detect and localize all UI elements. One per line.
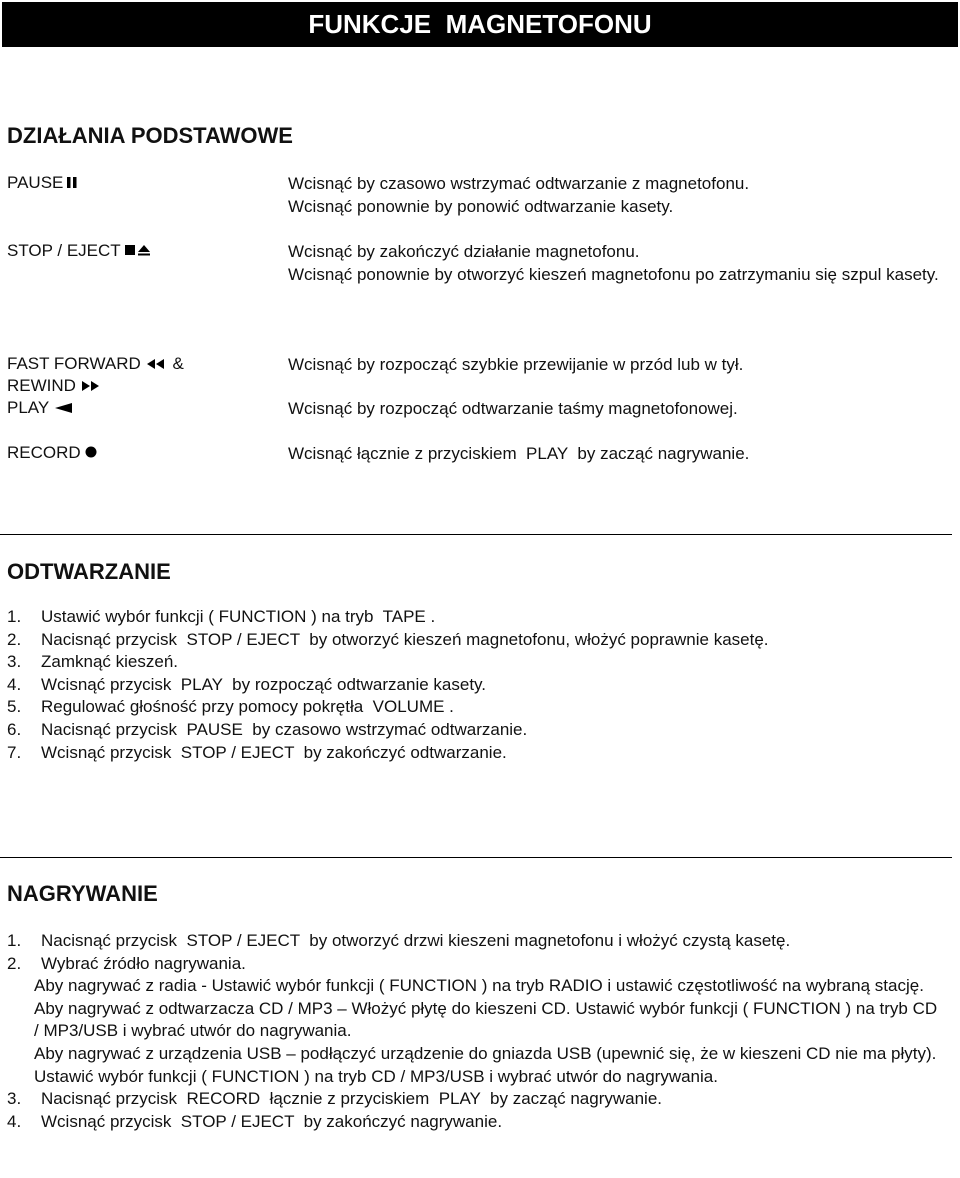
- list-item: 2. Nacisnąć przycisk STOP / EJECT by otworzyć kieszeń magnetofonu, włożyć poprawnie kasetę.: [7, 629, 769, 649]
- section-heading-recording: NAGRYWANIE: [7, 881, 158, 906]
- rewind-icon: [79, 376, 103, 398]
- list-item: 3. Zamknąć kieszeń.: [7, 652, 178, 672]
- page-title: FUNKCJE MAGNETOFONU: [2, 2, 958, 47]
- record-icon: [84, 443, 98, 465]
- section-heading-basic: DZIAŁANIA PODSTAWOWE: [7, 123, 293, 148]
- recording-source-options: Aby nagrywać z radia - Ustawić wybór funkcji ( FUNCTION ) na tryb RADIO i ustawić częstotliwość na wybraną stację. Aby nagrywać z odtwarzacza CD / MP3 – Włożyć płytę do kieszeni CD. Ustawić wybór funkcji ( FUNCTION ) na tryb CD / MP3/USB i wybrać utwór do nagrywania. Aby nagrywać z urządzenia USB – podłączyć urządzenie do gniazda USB (upewnić się, że w kieszeni CD nie ma płyty). Ustawić wybór funkcji ( FUNCTION ) na tryb CD / MP3/USB i wybrać utwór do nagrywania.: [34, 976, 938, 1086]
- list-item: 1. Ustawić wybór funkcji ( FUNCTION ) na tryb TAPE .: [7, 607, 436, 626]
- fast-forward-description: Wcisnąć by rozpocząć szybkie przewijanie w przód lub w tył.: [288, 355, 744, 374]
- recording-steps: [7, 930, 942, 1133]
- stop-eject-icon: [124, 241, 152, 263]
- list-item: 1. Nacisnąć przycisk STOP / EJECT by otworzyć drzwi kieszeni magnetofonu i włożyć czystą kasetę.: [7, 931, 791, 950]
- play-icon: [52, 398, 74, 420]
- fast-forward-icon: [144, 354, 168, 376]
- list-item: 6. Nacisnąć przycisk PAUSE by czasowo wstrzymać odtwarzanie.: [7, 719, 528, 739]
- list-item: 4. Wcisnąć przycisk PLAY by rozpocząć odtwarzanie kasety.: [7, 674, 487, 694]
- list-item: 7. Wcisnąć przycisk STOP / EJECT by zakończyć odtwarzanie.: [7, 742, 507, 762]
- record-label: RECORD: [7, 442, 98, 465]
- list-item: 5. Regulować głośność przy pomocy pokrętła VOLUME .: [7, 697, 454, 717]
- pause-label: PAUSE: [7, 172, 78, 195]
- play-description: Wcisnąć by rozpocząć odtwarzanie taśmy magnetofonowej.: [288, 399, 738, 418]
- play-label: PLAY: [7, 397, 74, 420]
- pause-icon: [66, 173, 78, 195]
- list-item: 4. Wcisnąć przycisk STOP / EJECT by zakończyć nagrywanie.: [7, 1111, 503, 1131]
- fast-forward-label: FAST FORWARD &: [7, 353, 184, 376]
- stop-eject-description: Wcisnąć by zakończyć działanie magnetofonu. Wcisnąć ponownie by otworzyć kieszeń magnetofonu po zatrzymaniu się szpul kasety.: [288, 242, 939, 284]
- pause-description: Wcisnąć by czasowo wstrzymać odtwarzanie z magnetofonu. Wcisnąć ponownie by ponowić odtwarzanie kasety.: [288, 174, 750, 216]
- divider: [0, 857, 952, 858]
- rewind-label: REWIND: [7, 375, 103, 398]
- stop-eject-label: STOP / EJECT: [7, 240, 152, 263]
- section-heading-playback: ODTWARZANIE: [7, 559, 171, 584]
- list-item: 3. Nacisnąć przycisk RECORD łącznie z przyciskiem PLAY by zacząć nagrywanie.: [7, 1089, 663, 1109]
- playback-steps: [7, 606, 769, 764]
- list-item: 2. Wybrać źródło nagrywania.: [7, 953, 246, 973]
- record-description: Wcisnąć łącznie z przyciskiem PLAY by zacząć nagrywanie.: [288, 444, 750, 463]
- divider: [0, 534, 952, 535]
